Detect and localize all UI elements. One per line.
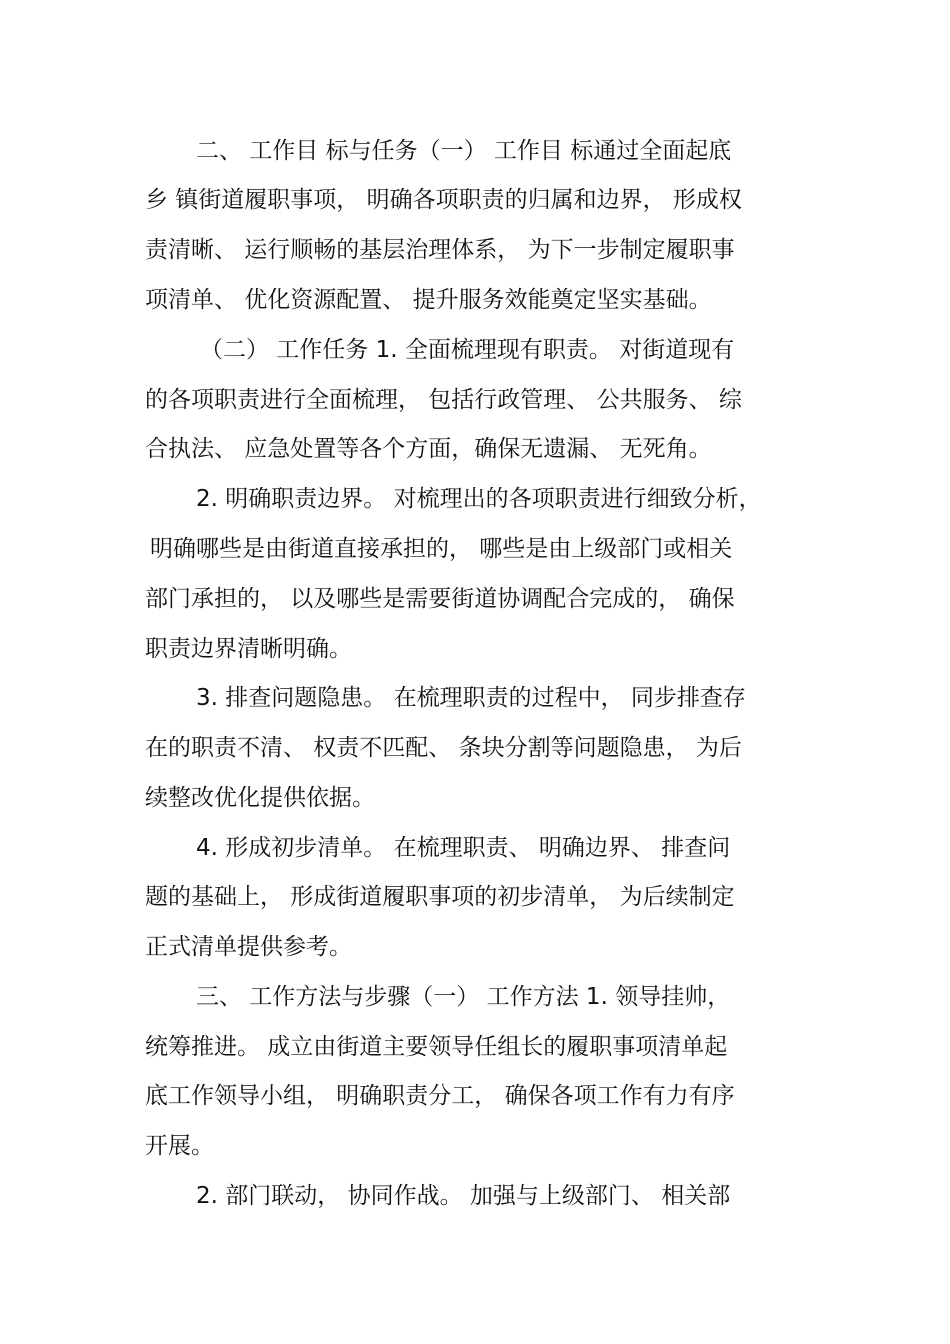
text-line-17: 正式清单提供参考。 xyxy=(145,934,352,960)
text-line-13: 在的职责不清、 权责不匹配、 条块分割等问题隐患， 为后 xyxy=(145,735,742,761)
text-line-14: 续整改优化提供依据。 xyxy=(145,785,375,811)
text-line-11: 职责边界清晰明确。 xyxy=(145,636,352,662)
text-line-10: 部门承担的， 以及哪些是需要街道协调配合完成的， 确保 xyxy=(145,586,735,612)
text-line-19: 统筹推进。 成立由街道主要领导任组长的履职事项清单起 xyxy=(145,1034,728,1060)
text-line-22: 2. 部门联动， 协同作战。 加强与上级部门、 相关部 xyxy=(196,1183,731,1209)
text-line-16: 题的基础上， 形成街道履职事项的初步清单， 为后续制定 xyxy=(145,884,735,910)
text-line-9: 明确哪些是由街道直接承担的， 哪些是由上级部门或相关 xyxy=(150,536,733,562)
text-line-1: 二、 工作目 标与任务（一） 工作目 标通过全面起底 xyxy=(196,138,732,164)
text-line-7: 合执法、 应急处置等各个方面，确保无遗漏、 无死角。 xyxy=(145,436,712,462)
text-line-12: 3. 排查问题隐患。 在梳理职责的过程中， 同步排查存 xyxy=(196,685,746,711)
text-line-15: 4. 形成初步清单。 在梳理职责、 明确边界、 排查问 xyxy=(196,835,731,861)
text-line-8: 2. 明确职责边界。 对梳理出的各项职责进行细致分析， xyxy=(196,486,762,512)
text-line-18: 三、 工作方法与步骤（一） 工作方法 1. 领导挂帅， xyxy=(196,984,731,1010)
text-line-5: （二） 工作任务 1. 全面梳理现有职责。 对街道现有 xyxy=(200,337,735,363)
text-line-2: 乡 镇街道履职事项， 明确各项职责的归属和边界， 形成权 xyxy=(145,187,742,213)
text-line-20: 底工作领导小组， 明确职责分工， 确保各项工作有力有序 xyxy=(145,1083,735,1109)
text-line-4: 项清单、 优化资源配置、 提升服务效能奠定坚实基础。 xyxy=(145,287,712,313)
text-line-6: 的各项职责进行全面梳理， 包括行政管理、 公共服务、 综 xyxy=(145,387,742,413)
text-line-3: 责清晰、 运行顺畅的基层治理体系， 为下一步制定履职事 xyxy=(145,237,735,263)
text-line-21: 开展。 xyxy=(145,1133,214,1159)
